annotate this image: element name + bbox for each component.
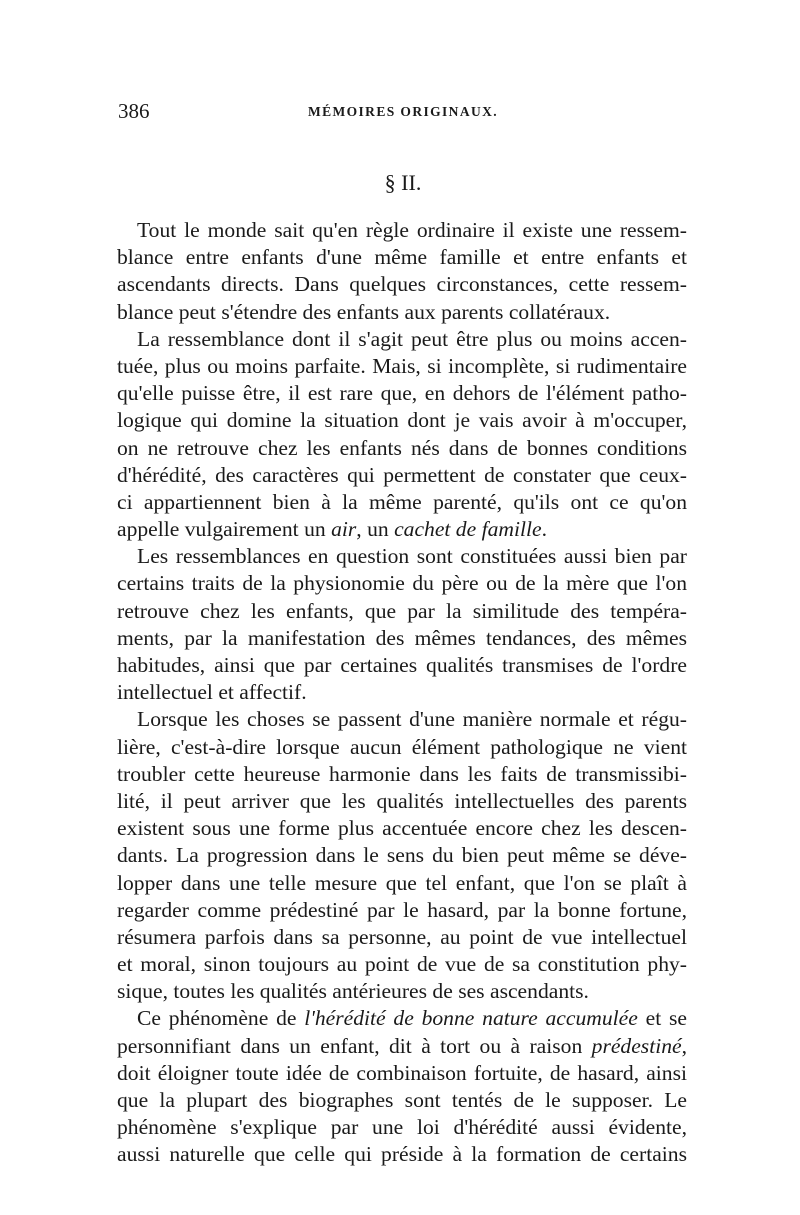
body-text xyxy=(117,217,687,1169)
text-line: logique qui domine la situation dont je vais avoir à m'occuper, xyxy=(117,408,687,433)
text-line: Lorsque les choses se passent d'une manière normale et régu- xyxy=(137,707,687,732)
paragraph-3 xyxy=(117,543,687,706)
text-line: ments, par la manifestation des mêmes tendances, des mêmes xyxy=(117,625,687,650)
italic-term: l'hérédité de bonne nature accumulée xyxy=(304,1006,638,1031)
text-line: lopper dans une telle mesure que tel enfant, que l'on se plaît à xyxy=(117,870,687,895)
italic-term: prédestiné xyxy=(591,1033,682,1058)
text-line: d'hérédité, des caractères qui permettent de constater que ceux- xyxy=(117,462,687,487)
paragraph-5 xyxy=(117,1005,687,1168)
text-line: Ce phénomène de l'hérédité de bonne nature accumulée et se xyxy=(137,1006,687,1031)
italic-term: air xyxy=(331,517,357,542)
running-head: MÉMOIRES ORIGINAUX. xyxy=(307,104,499,119)
text-line: retrouve chez les enfants, que par la similitude des tempéra- xyxy=(117,598,687,623)
text-line: et moral, sinon toujours au point de vue de sa constitution phy- xyxy=(117,952,687,977)
paragraph-2 xyxy=(117,326,687,544)
text-line: ascendants directs. Dans quelques circonstances, cette ressem- xyxy=(117,272,687,297)
text-line: blance entre enfants d'une même famille et entre enfants et xyxy=(117,245,687,270)
section-title: § II. xyxy=(384,170,422,195)
text-line: sique, toutes les qualités antérieures de ses ascendants. xyxy=(117,979,589,1004)
paragraph-4 xyxy=(117,706,687,1005)
italic-term: cachet de famille xyxy=(394,517,542,542)
text-line: tuée, plus ou moins parfaite. Mais, si incomplète, si rudimentaire xyxy=(117,353,687,378)
text-line: regarder comme prédestiné par le hasard, par la bonne fortune, xyxy=(117,897,687,922)
text-line: dants. La progression dans le sens du bien peut même se déve- xyxy=(117,843,687,868)
text-line: existent sous une forme plus accentuée encore chez les descen- xyxy=(117,816,687,841)
text-line: intellectuel et affectif. xyxy=(117,680,307,705)
text-line: Tout le monde sait qu'en règle ordinaire il existe une ressem- xyxy=(137,218,687,242)
text-line: Les ressemblances en question sont constituées aussi bien par xyxy=(137,544,687,569)
text-line: habitudes, ainsi que par certaines qualités transmises de l'ordre xyxy=(117,653,687,677)
text-line: phénomène s'explique par une loi d'hérédité aussi évidente, xyxy=(117,1115,687,1140)
text-line: que la plupart des biographes sont tentés de le supposer. Le xyxy=(117,1088,687,1112)
text-line: appelle vulgairement un air, un cachet de famille. xyxy=(117,517,547,542)
text-line: blance peut s'étendre des enfants aux parents collatéraux. xyxy=(117,299,611,324)
text-line: doit éloigner toute idée de combinaison fortuite, de hasard, ainsi xyxy=(117,1060,687,1085)
text-line: certains traits de la physionomie du père ou de la mère que l'on xyxy=(117,571,687,596)
text-line: résumera parfois dans sa personne, au point de vue intellectuel xyxy=(117,924,687,949)
text-line: on ne retrouve chez les enfants nés dans de bonnes conditions xyxy=(117,435,687,460)
text-line: lité, il peut arriver que les qualités intellectuelles des parents xyxy=(117,788,687,813)
paragraph-1 xyxy=(117,217,687,326)
text-line: lière, c'est-à-dire lorsque aucun élément pathologique ne vient xyxy=(117,734,687,759)
text-line: troubler cette heureuse harmonie dans les faits de transmissibi- xyxy=(117,761,687,786)
text-line: personnifiant dans un enfant, dit à tort ou à raison prédestiné, xyxy=(117,1033,687,1058)
text-line: La ressemblance dont il s'agit peut être plus ou moins accen- xyxy=(137,326,687,351)
text-line: aussi naturelle que celle qui préside à la formation de certains xyxy=(117,1142,687,1167)
text-line: ci appartiennent bien à la même parenté, qu'ils ont ce qu'on xyxy=(117,489,687,514)
page-header xyxy=(118,96,688,126)
page-number: 386 xyxy=(118,99,150,123)
text-line: qu'elle puisse être, il est rare que, en dehors de l'élément patho- xyxy=(117,381,687,406)
